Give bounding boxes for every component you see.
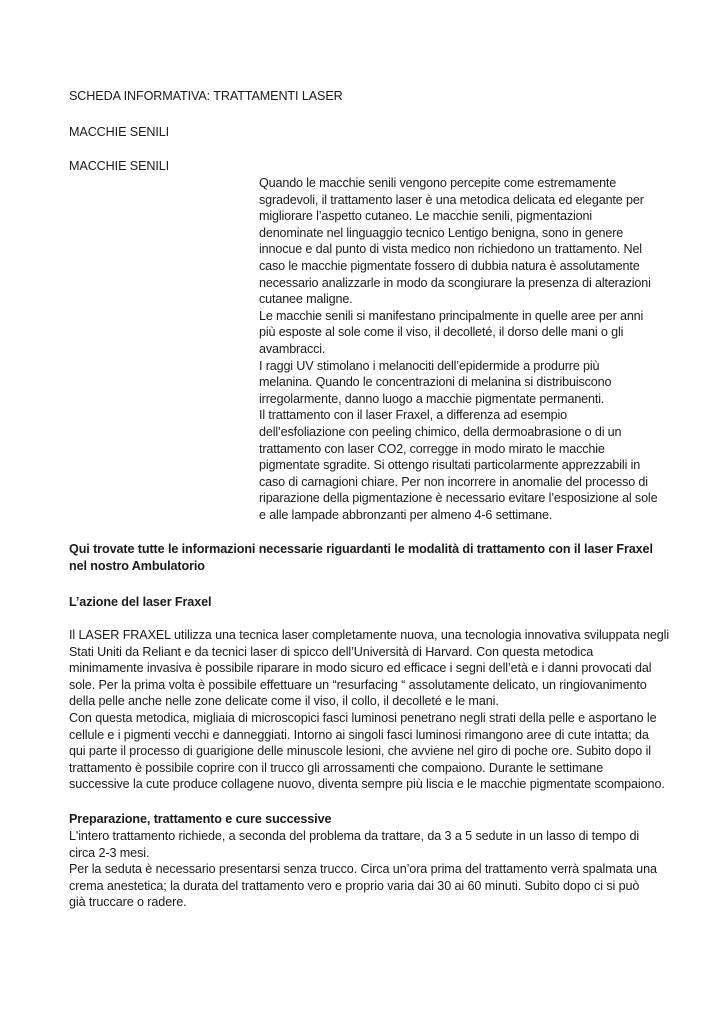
intro-line: Il trattamento con il laser Fraxel, a differenza ad esempio: [259, 408, 568, 423]
body-line: Stati Uniti da Reliant e da tecnici laser di spicco dell’Università di Harvard. Con questa metodica: [69, 644, 594, 659]
intro-line: innocue e dal punto di vista medico non richiedono un trattamento. Nel: [259, 242, 642, 257]
body-line: della pelle anche nelle zone delicate come il viso, il collo, il decolleté e le mani.: [69, 694, 499, 709]
subtitle-macchie-senili-repeat: MACCHIE SENILI: [69, 159, 170, 173]
body-line: cellule e i pigmenti vecchi e danneggiati. Intorno ai singoli fasci luminosi rimangono aree di cute intatta; da: [69, 727, 649, 742]
body-line: circa 2-3 mesi.: [69, 845, 150, 860]
intro-line: necessario analizzarle in modo da scongiurare la presenza di alterazioni: [259, 275, 651, 290]
intro-line: cutanee maligne.: [259, 292, 353, 307]
highlight-line: Qui trovate tutte le informazioni necessarie riguardanti le modalità di trattamento con il laser Fraxel: [69, 542, 653, 556]
intro-line: trattamento con laser CO2, corregge in modo mirato le macchie: [259, 441, 605, 456]
body-line: sole. Per la prima volta è possibile effettuare un “resurfacing “ assolutamente delicato, un ringiovanimento: [69, 677, 647, 692]
intro-line: denominate nel linguaggio tecnico Lentigo benigna, sono in genere: [259, 225, 624, 240]
highlight-line: nel nostro Ambulatorio: [69, 558, 205, 573]
body-line: Con questa metodica, migliaia di microscopici fasci luminosi penetrano negli strati della pelle e asportano le: [69, 710, 657, 725]
intro-column: [259, 175, 659, 523]
intro-line: Le macchie senili si manifestano principalmente in quelle aree per anni: [259, 308, 644, 323]
highlight-paragraph: [69, 541, 689, 574]
intro-line: sgradevoli, il trattamento laser è una metodica delicata ed elegante per: [259, 192, 644, 207]
intro-line: dell’esfoliazione con peeling chimico, della dermoabrasione o di un: [259, 424, 622, 439]
intro-line: più esposte al sole come il viso, il decolleté, il dorso delle mani o gli: [259, 325, 624, 340]
section-azione-body: [69, 627, 689, 793]
intro-line: migliorare l’aspetto cutaneo. Le macchie senili, pigmentazioni: [259, 209, 593, 224]
intro-line: caso di carnagioni chiare. Per non incorrere in anomalie del processo di: [259, 474, 648, 489]
body-line: successive la cute produce collagene nuovo, diventa sempre più liscia e le macchie pigmentate scompaiono.: [69, 777, 665, 792]
body-line: Il LASER FRAXEL utilizza una tecnica laser completamente nuova, una tecnologia innovativa sviluppata negli: [69, 628, 670, 642]
document-title: SCHEDA INFORMATIVA: TRATTAMENTI LASER: [69, 89, 343, 103]
section-preparazione-body: [69, 828, 689, 911]
body-line: Per la seduta è necessario presentarsi senza trucco. Circa un’ora prima del trattamento verrà spalmata una: [69, 862, 657, 877]
body-line: L'intero trattamento richiede, a seconda del problema da trattare, da 3 a 5 sedute in un lasso di tempo di: [69, 829, 640, 843]
body-line: trattamento è possibile coprire con il trucco gli arrossamenti che compaiono. Durante le settimane: [69, 760, 604, 775]
intro-line: irregolarmente, danno luogo a macchie pigmentate permanenti.: [259, 391, 605, 406]
section-heading-preparazione: Preparazione, trattamento e cure successive: [69, 812, 332, 826]
intro-line: riparazione della pigmentazione è necessario evitare l’esposizione al sole: [259, 491, 658, 506]
section-heading-azione: L’azione del laser Fraxel: [69, 595, 212, 609]
body-line: già truccare o radere.: [69, 895, 187, 910]
intro-line: pigmentate sgradite. Si ottengo risultati particolarmente apprezzabili in: [259, 458, 641, 473]
intro-line: Quando le macchie senili vengono percepite come estremamente: [259, 176, 617, 190]
subtitle-macchie-senili: MACCHIE SENILI: [69, 125, 170, 139]
intro-line: I raggi UV stimolano i melanociti dell’epidermide a produrre più: [259, 358, 600, 373]
intro-line: melanina. Quando le concentrazioni di melanina si distribuiscono: [259, 375, 612, 390]
body-line: minimamente invasiva è possibile riparare in modo sicuro ed efficace i segni dell’età e i danni provocati dal: [69, 661, 652, 676]
intro-line: caso le macchie pigmentate fossero di dubbia natura è assolutamente: [259, 258, 640, 273]
intro-line: e alle lampade abbronzanti per almeno 4-6 settimane.: [259, 507, 553, 522]
body-line: crema anestetica; la durata del trattamento vero e proprio varia dai 30 ai 60 minuti. Subito dopo ci si può: [69, 878, 640, 893]
body-line: qui parte il processo di guarigione delle minuscole lesioni, che avviene nel giro di poche ore. Subito dopo il: [69, 744, 651, 759]
intro-line: avambracci.: [259, 341, 326, 356]
